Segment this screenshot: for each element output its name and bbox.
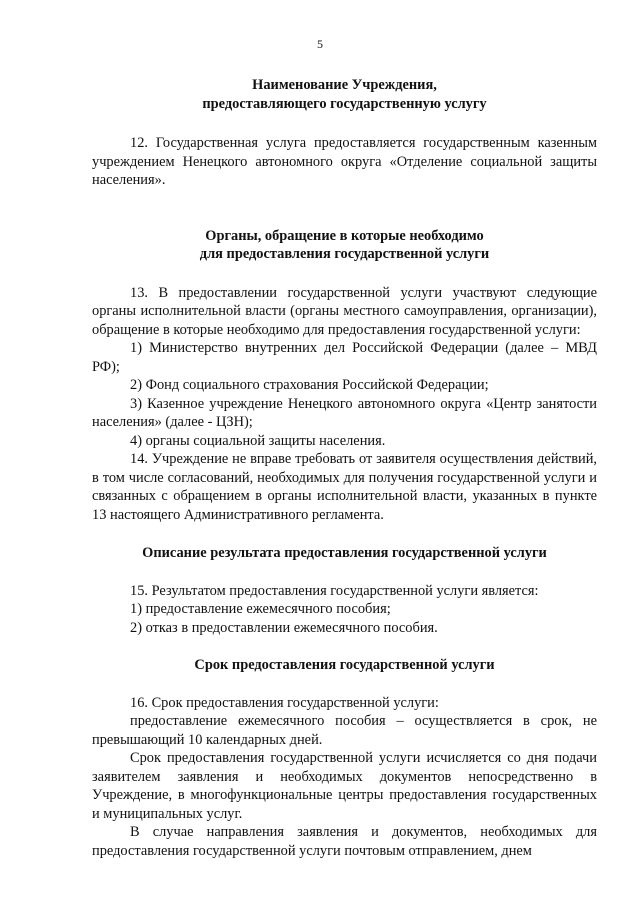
list-item: 2) отказ в предоставлении ежемесячного пособия. bbox=[130, 619, 438, 636]
section-heading: Описание результата предоставления государственной услуги bbox=[142, 545, 547, 561]
section-heading: Наименование Учреждения, bbox=[252, 77, 437, 93]
paragraph-13: 13. В предоставлении государственной услуги участвуют следующие органы исполнительной власти (органы местного самоуправления, организации), обращение в которые необходимо для предоставления государственной услуги: bbox=[92, 284, 597, 338]
section-heading: для предоставления государственной услуги bbox=[199, 246, 490, 262]
section-heading: Срок предоставления государственной услуги bbox=[194, 657, 495, 673]
list-item: 2) Фонд социального страхования Российской Федерации; bbox=[130, 377, 489, 393]
document-body bbox=[92, 76, 597, 860]
section-result-description bbox=[92, 544, 597, 637]
list-item: 3) Казенное учреждение Ненецкого автономного округа «Центр занятости населения» (далее - ЦЗН); bbox=[92, 395, 597, 430]
paragraph-12: 12. Государственная услуга предоставляется государственным казенным учреждением Ненецкого автономного округа «Отделение социальной защиты населения». bbox=[92, 135, 597, 188]
section-service-term bbox=[92, 656, 597, 860]
section-bodies-involved bbox=[92, 227, 597, 525]
paragraph-15: 15. Результатом предоставления государственной услуги является: bbox=[130, 582, 539, 599]
paragraph: предоставление ежемесячного пособия – осуществляется в срок, не превышающий 10 календарных дней. bbox=[92, 713, 597, 748]
paragraph: В случае направления заявления и документов, необходимых для предоставления государственной услуги почтовым отправлением, днем bbox=[92, 824, 597, 859]
page-number: 5 bbox=[317, 37, 323, 51]
list-item: 1) предоставление ежемесячного пособия; bbox=[130, 601, 391, 617]
list-item: 1) Министерство внутренних дел Российской Федерации (далее – МВД РФ); bbox=[92, 340, 597, 375]
section-heading: Органы, обращение в которые необходимо bbox=[205, 227, 484, 244]
paragraph-16: 16. Срок предоставления государственной услуги: bbox=[130, 694, 439, 711]
section-institution-name bbox=[92, 76, 597, 190]
paragraph: Срок предоставления государственной услуги исчисляется со дня подачи заявителем заявления и необходимых документов непосредственно в Учреждение, в многофункциональные центры предоставления государственных и муниципальных услуг. bbox=[92, 750, 597, 822]
section-heading: предоставляющего государственную услугу bbox=[202, 95, 487, 112]
list-item: 4) органы социальной защиты населения. bbox=[130, 432, 386, 449]
paragraph-14: 14. Учреждение не вправе требовать от заявителя осуществления действий, в том числе согласований, необходимых для получения государственной услуги и связанных с обращением в органы исполнительной власти, указанных в пункте 13 настоящего Административного регламента. bbox=[92, 451, 597, 523]
